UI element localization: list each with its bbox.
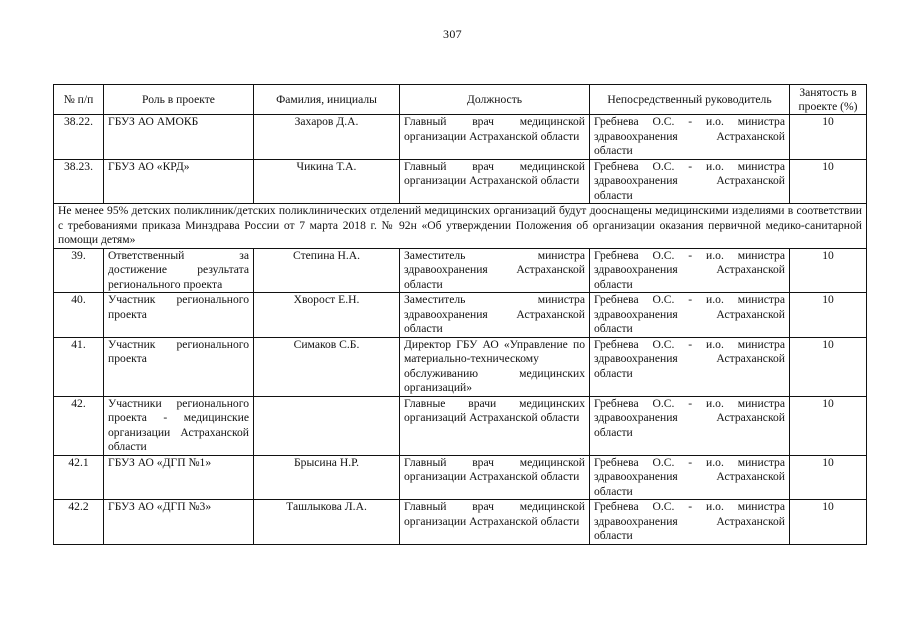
- cell-position: Главный врач медицинской организации Астраханской области: [400, 455, 590, 500]
- cell-num: 42.2: [54, 500, 104, 545]
- cell-name: Степина Н.А.: [254, 248, 400, 293]
- cell-position: Заместитель министра здравоохранения Астраханской области: [400, 248, 590, 293]
- cell-manager: Гребнева О.С. - и.о. министра здравоохранения Астраханской области: [590, 455, 790, 500]
- table-header-row: [54, 85, 867, 115]
- cell-name: Захаров Д.А.: [254, 115, 400, 160]
- cell-occupancy: 10: [790, 115, 867, 160]
- cell-occupancy: 10: [790, 337, 867, 396]
- cell-name: [254, 396, 400, 455]
- cell-num: 38.23.: [54, 159, 104, 204]
- cell-role: ГБУЗ АО «КРД»: [104, 159, 254, 204]
- cell-num: 42.: [54, 396, 104, 455]
- cell-name: Брысина Н.Р.: [254, 455, 400, 500]
- header-position: Должность: [400, 85, 590, 115]
- table-row: [54, 159, 867, 204]
- cell-manager: Гребнева О.С. - и.о. министра здравоохранения Астраханской области: [590, 500, 790, 545]
- cell-role: Участник регионального проекта: [104, 337, 254, 396]
- cell-position: Директор ГБУ АО «Управление по материально-техническому обслуживанию медицинских организаций»: [400, 337, 590, 396]
- cell-role: Участники регионального проекта - медицинские организации Астраханской области: [104, 396, 254, 455]
- cell-occupancy: 10: [790, 248, 867, 293]
- cell-manager: Гребнева О.С. - и.о. министра здравоохранения Астраханской области: [590, 337, 790, 396]
- header-occupancy: Занятость в проекте (%): [790, 85, 867, 115]
- cell-name: Хворост Е.Н.: [254, 293, 400, 338]
- cell-manager: Гребнева О.С. - и.о. министра здравоохранения Астраханской области: [590, 396, 790, 455]
- table-row: [54, 455, 867, 500]
- cell-num: 40.: [54, 293, 104, 338]
- cell-position: Главный врач медицинской организации Астраханской области: [400, 500, 590, 545]
- cell-manager: Гребнева О.С. - и.о. министра здравоохранения Астраханской области: [590, 115, 790, 160]
- cell-occupancy: 10: [790, 396, 867, 455]
- cell-name: Симаков С.Б.: [254, 337, 400, 396]
- section-text: Не менее 95% детских поликлиник/детских поликлинических отделений медицинских организаций будут дооснащены медицинскими изделиями в соответствии с требованиями приказа Минздрава России от 7 марта 2018 г. № 92н «Об утверждении Положения об организации оказания первичной медико-санитарной помощи детям»: [54, 204, 867, 249]
- table-body-bottom: [54, 248, 867, 544]
- cell-name: Ташлыкова Л.А.: [254, 500, 400, 545]
- cell-position: Заместитель министра здравоохранения Астраханской области: [400, 293, 590, 338]
- table-row: [54, 337, 867, 396]
- cell-occupancy: 10: [790, 293, 867, 338]
- table-section: [54, 204, 867, 249]
- cell-position: Главный врач медицинской организации Астраханской области: [400, 115, 590, 160]
- cell-occupancy: 10: [790, 159, 867, 204]
- cell-position: Главные врачи медицинских организаций Астраханской области: [400, 396, 590, 455]
- cell-num: 41.: [54, 337, 104, 396]
- table-row: [54, 293, 867, 338]
- table-row: [54, 248, 867, 293]
- cell-num: 42.1: [54, 455, 104, 500]
- section-row: [54, 204, 867, 249]
- cell-num: 39.: [54, 248, 104, 293]
- table-row: [54, 396, 867, 455]
- cell-role: ГБУЗ АО «ДГП №3»: [104, 500, 254, 545]
- header-manager: Непосредственный руководитель: [590, 85, 790, 115]
- table-row: [54, 500, 867, 545]
- cell-position: Главный врач медицинской организации Астраханской области: [400, 159, 590, 204]
- cell-role: Ответственный за достижение результата регионального проекта: [104, 248, 254, 293]
- project-participants-table: [53, 84, 867, 545]
- cell-role: ГБУЗ АО АМОКБ: [104, 115, 254, 160]
- table-body-top: [54, 115, 867, 204]
- cell-role: ГБУЗ АО «ДГП №1»: [104, 455, 254, 500]
- page-number: 307: [443, 27, 462, 41]
- header-num: № п/п: [54, 85, 104, 115]
- header-name: Фамилия, инициалы: [254, 85, 400, 115]
- cell-occupancy: 10: [790, 455, 867, 500]
- table-row: [54, 115, 867, 160]
- cell-name: Чикина Т.А.: [254, 159, 400, 204]
- cell-occupancy: 10: [790, 500, 867, 545]
- cell-manager: Гребнева О.С. - и.о. министра здравоохранения Астраханской области: [590, 293, 790, 338]
- header-role: Роль в проекте: [104, 85, 254, 115]
- cell-manager: Гребнева О.С. - и.о. министра здравоохранения Астраханской области: [590, 159, 790, 204]
- cell-role: Участник регионального проекта: [104, 293, 254, 338]
- cell-num: 38.22.: [54, 115, 104, 160]
- cell-manager: Гребнева О.С. - и.о. министра здравоохранения Астраханской области: [590, 248, 790, 293]
